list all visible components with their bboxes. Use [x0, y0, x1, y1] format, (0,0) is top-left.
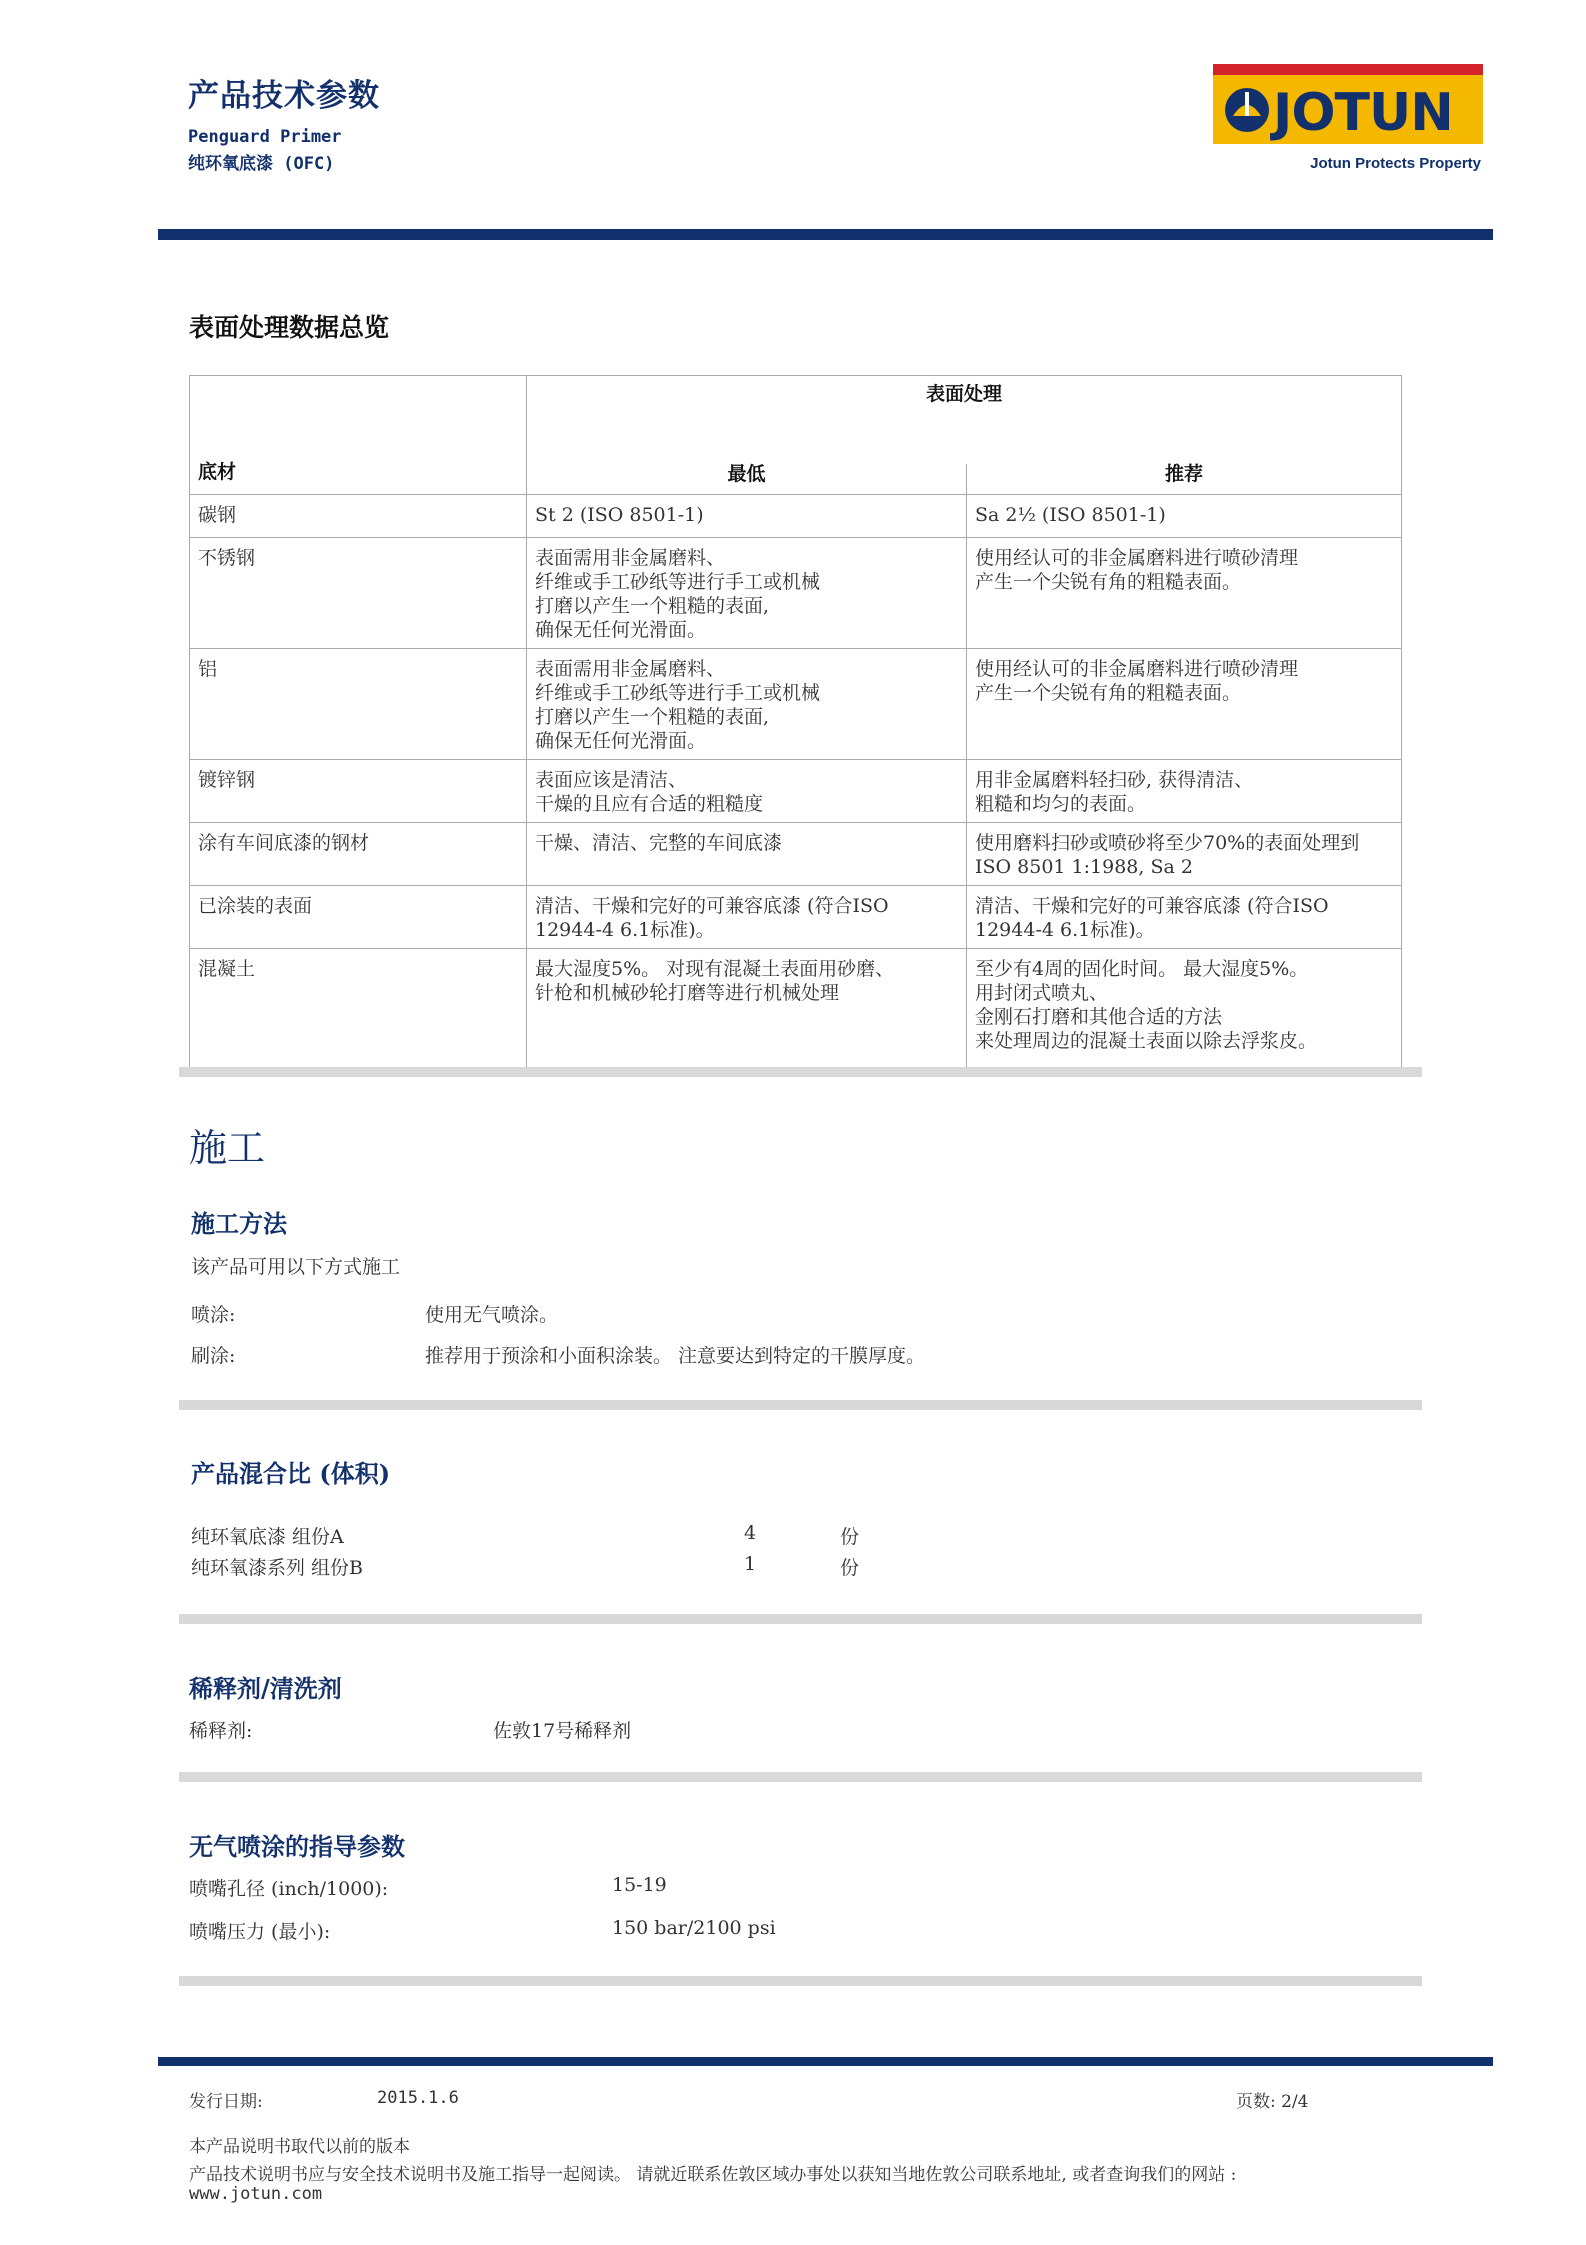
- airless-heading: 无气喷涂的指导参数: [189, 1832, 405, 1861]
- product-name-cn: 纯环氧底漆 (OFC): [188, 154, 335, 174]
- jotun-logo: [1213, 64, 1483, 174]
- mix-component-a: 纯环氧底漆 组份A: [191, 1526, 344, 1548]
- mix-unit-a: 份: [840, 1526, 860, 1548]
- issue-date-label: 发行日期:: [189, 2092, 263, 2112]
- table-row: [190, 885, 1402, 948]
- minimum-cell: St 2 (ISO 8501-1): [527, 494, 967, 537]
- thinner-heading: 稀释剂/清洗剂: [189, 1674, 342, 1703]
- recommended-cell: 用非金属磨料轻扫砂, 获得清洁、 粗糙和均匀的表面。: [967, 759, 1402, 822]
- mix-ratio-heading: 产品混合比 (体积): [191, 1459, 391, 1488]
- substrate-cell: 已涂装的表面: [190, 885, 527, 948]
- table-row: [190, 537, 1402, 648]
- thinner-label: 稀释剂:: [189, 1720, 253, 1742]
- footer-divider: [158, 2057, 1493, 2066]
- nozzle-pressure-value: 150 bar/2100 psi: [612, 1917, 776, 1939]
- method-label-brush: 刷涂:: [191, 1345, 236, 1367]
- footer-note-read-with-sds: 产品技术说明书应与安全技术说明书及施工指导一起阅读。 请就近联系佐敦区域办事处以获知当地佐敦公司联系地址, 或者查询我们的网站 :: [189, 2165, 1237, 2185]
- section-divider: [179, 1772, 1422, 1782]
- product-name: Penguard Primer: [188, 127, 342, 147]
- substrate-cell: 碳钢: [190, 494, 527, 537]
- minimum-cell: 表面需用非金属磨料、 纤维或手工砂纸等进行手工或机械 打磨以产生一个粗糙的表面, 确保无任何光滑面。: [527, 648, 967, 759]
- method-value-spray: 使用无气喷涂。: [425, 1304, 559, 1326]
- minimum-cell: 清洁、干燥和完好的可兼容底漆 (符合ISO 12944-4 6.1标准)。: [527, 885, 967, 948]
- mix-component-b: 纯环氧漆系列 组份B: [191, 1557, 364, 1579]
- nozzle-tip-label: 喷嘴孔径 (inch/1000):: [189, 1878, 389, 1900]
- section-divider: [179, 1400, 1422, 1410]
- substrate-cell: 混凝土: [190, 948, 527, 1069]
- recommended-cell: Sa 2½ (ISO 8501-1): [967, 494, 1402, 537]
- table-row: [190, 822, 1402, 885]
- logo-wordmark: JOTUN: [1273, 83, 1453, 143]
- thinner-value: 佐敦17号稀释剂: [493, 1720, 632, 1742]
- section-divider: [179, 1614, 1422, 1624]
- nozzle-pressure-label: 喷嘴压力 (最小):: [189, 1921, 331, 1943]
- surface-prep-table: [189, 375, 1402, 1070]
- application-method-heading: 施工方法: [191, 1209, 287, 1238]
- recommended-cell: 至少有4周的固化时间。 最大湿度5%。 用封闭式喷丸、 金刚石打磨和其他合适的方法 来处理周边的混凝土表面以除去浮浆皮。: [967, 948, 1402, 1069]
- method-label-spray: 喷涂:: [191, 1304, 236, 1326]
- col-header-recommended: 推荐: [967, 462, 1402, 493]
- substrate-cell: 涂有车间底漆的钢材: [190, 822, 527, 885]
- issue-date-value: 2015.1.6: [377, 2088, 459, 2108]
- substrate-cell: 不锈钢: [190, 537, 527, 648]
- footer-note-supersedes: 本产品说明书取代以前的版本: [189, 2137, 410, 2157]
- application-heading: 施工: [189, 1126, 266, 1170]
- application-intro: 该产品可用以下方式施工: [191, 1256, 401, 1278]
- minimum-cell: 干燥、清洁、完整的车间底漆: [527, 822, 967, 885]
- page-number: 页数: 2/4: [1236, 2092, 1309, 2112]
- table-row: [190, 948, 1402, 1069]
- header-divider: [158, 229, 1493, 240]
- section-divider: [179, 1976, 1422, 1986]
- group-header-surface-prep: 表面处理: [527, 376, 1402, 464]
- document-title: 产品技术参数: [188, 78, 380, 114]
- surface-prep-heading: 表面处理数据总览: [189, 313, 390, 342]
- col-header-substrate: 底材: [190, 376, 527, 495]
- table-row: [190, 648, 1402, 759]
- table-row: [190, 494, 1402, 537]
- section-divider: [179, 1067, 1422, 1077]
- recommended-cell: 使用经认可的非金属磨料进行喷砂清理 产生一个尖锐有角的粗糙表面。: [967, 537, 1402, 648]
- substrate-cell: 镀锌钢: [190, 759, 527, 822]
- jotun-logo-icon: [1213, 64, 1483, 174]
- table-row: [190, 759, 1402, 822]
- footer-website-link[interactable]: www.jotun.com: [189, 2184, 323, 2204]
- recommended-cell: 清洁、干燥和完好的可兼容底漆 (符合ISO 12944-4 6.1标准)。: [967, 885, 1402, 948]
- col-header-minimum: 最低: [527, 462, 967, 493]
- recommended-cell: 使用磨料扫砂或喷砂将至少70%的表面处理到 ISO 8501 1:1988, Sa 2: [967, 822, 1402, 885]
- mix-qty-a: 4: [744, 1522, 757, 1544]
- substrate-cell: 铝: [190, 648, 527, 759]
- nozzle-tip-value: 15-19: [612, 1874, 667, 1896]
- mix-unit-b: 份: [840, 1557, 860, 1579]
- method-value-brush: 推荐用于预涂和小面积涂装。 注意要达到特定的干膜厚度。: [425, 1345, 926, 1367]
- mix-qty-b: 1: [744, 1553, 757, 1575]
- logo-tagline: Jotun Protects Property: [1310, 155, 1481, 172]
- minimum-cell: 表面需用非金属磨料、 纤维或手工砂纸等进行手工或机械 打磨以产生一个粗糙的表面, 确保无任何光滑面。: [527, 537, 967, 648]
- minimum-cell: 表面应该是清洁、 干燥的且应有合适的粗糙度: [527, 759, 967, 822]
- minimum-cell: 最大湿度5%。 对现有混凝土表面用砂磨、 针枪和机械砂轮打磨等进行机械处理: [527, 948, 967, 1069]
- recommended-cell: 使用经认可的非金属磨料进行喷砂清理 产生一个尖锐有角的粗糙表面。: [967, 648, 1402, 759]
